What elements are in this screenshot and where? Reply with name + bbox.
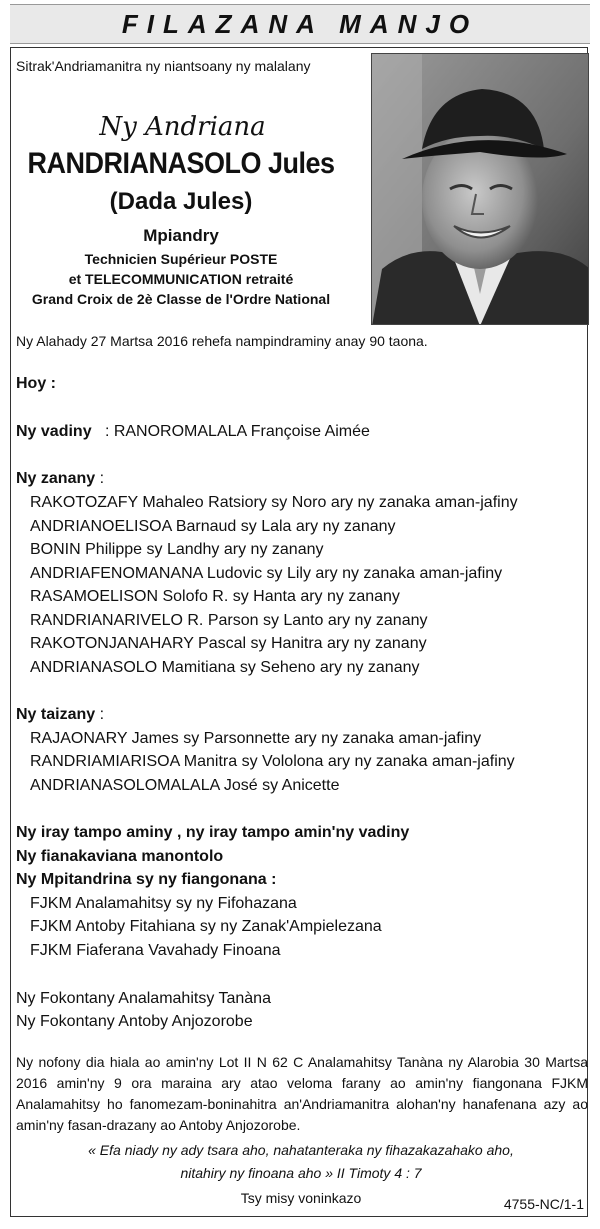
bible-quote: « Efa niady ny ady tsara aho, nahatanteraka ny fihazakazahako aho, xyxy=(88,1142,514,1158)
spouse-label: Ny vadiny xyxy=(16,423,92,440)
siblings-heading xyxy=(16,706,104,724)
relatives-line: Ny fianakaviana manontolo xyxy=(16,848,224,865)
children-sep: : xyxy=(95,470,105,487)
siblings-sep: : xyxy=(95,706,105,723)
reference-code: 4755-NC/1-1 xyxy=(503,1196,584,1212)
intro-text: Sitrak'Andriamanitra ny niantsoany ny malalany xyxy=(16,58,311,74)
bible-quote: nitahiry ny finoana aho » II Timoty 4 : 7 xyxy=(180,1165,422,1181)
children-label: Ny zanany xyxy=(16,470,96,487)
list-item: RANDRIANARIVELO R. Parson sy Lanto ary ny zanany xyxy=(30,612,428,629)
relatives-line: Ny Mpitandrina sy ny fiangonana : xyxy=(16,871,277,888)
church-item: FJKM Analamahitsy sy ny Fifohazana xyxy=(30,895,297,912)
deceased-title: Technicien Supérieur POSTE xyxy=(84,251,278,267)
deceased-title: et TELECOMMUNICATION retraité xyxy=(68,271,294,287)
list-item: ANDRIANASOLOMALALA José sy Anicette xyxy=(30,777,340,794)
list-item: RASAMOELISON Solofo R. sy Hanta ary ny zanany xyxy=(30,588,400,605)
fokontany-line: Ny Fokontany Antoby Anjozorobe xyxy=(16,1013,253,1030)
church-item: FJKM Antoby Fitahiana sy ny Zanak'Ampielezana xyxy=(30,918,382,935)
list-item: RANDRIAMIARISOA Manitra sy Vololona ary ny zanaka aman-jafiny xyxy=(30,753,515,770)
list-item: BONIN Philippe sy Landhy ary ny zanany xyxy=(30,541,324,558)
deceased-title: Grand Croix de 2è Classe de l'Ordre National xyxy=(31,291,331,307)
death-notice: Ny Alahady 27 Martsa 2016 rehefa nampindraminy anay 90 taona. xyxy=(16,333,428,349)
list-item: ANDRIANASOLO Mamitiana sy Seheno ary ny zanany xyxy=(30,659,420,676)
hoy-label: Hoy : xyxy=(16,375,56,392)
list-item: RAJAONARY James sy Parsonnette ary ny zanaka aman-jafiny xyxy=(30,730,482,747)
relatives-line: Ny iray tampo aminy , ny iray tampo amin'ny vadiny xyxy=(16,824,410,841)
page-title: FILAZANA MANJO xyxy=(121,9,479,39)
children-heading xyxy=(16,470,104,488)
deceased-role: Mpiandry xyxy=(143,226,219,245)
portrait-photo xyxy=(371,53,589,325)
deceased-name: RANDRIANASOLO Jules xyxy=(27,146,335,180)
funeral-info: Ny nofony dia hiala ao amin'ny Lot II N 62 C Analamahitsy Tanàna ny Alarobia 30 Martsa 2016 amin'ny 9 ora maraina ary atao veloma farany ao amin'ny fiangonana FJKM Analamahitsy ho fanomezam-boninahitra an'Andriamanitra alohan'ny hanafenana azy ao amin'ny fasan-drazany ao Antoby Anjozorobe. xyxy=(16,1054,588,1133)
list-item: RAKOTOZAFY Mahaleo Ratsiory sy Noro ary ny zanaka aman-jafiny xyxy=(30,494,518,511)
header-banner xyxy=(10,4,590,44)
spouse-name: : RANOROMALALA Françoise Aimée xyxy=(104,423,370,440)
siblings-label: Ny taizany xyxy=(16,706,96,723)
honorific: Ny Andriana xyxy=(99,112,266,142)
fokontany-line: Ny Fokontany Analamahitsy Tanàna xyxy=(16,990,271,1007)
list-item: ANDRIANOELISOA Barnaud sy Lala ary ny zanany xyxy=(30,518,396,535)
spouse-line xyxy=(16,423,370,441)
list-item: RAKOTONJANAHARY Pascal sy Hanitra ary ny zanany xyxy=(30,635,427,652)
church-item: FJKM Fiaferana Vavahady Finoana xyxy=(30,942,281,959)
deceased-nickname: (Dada Jules) xyxy=(109,188,253,215)
footer-note: Tsy misy voninkazo xyxy=(240,1190,362,1206)
list-item: ANDRIAFENOMANANA Ludovic sy Lily ary ny zanaka aman-jafiny xyxy=(30,565,503,582)
